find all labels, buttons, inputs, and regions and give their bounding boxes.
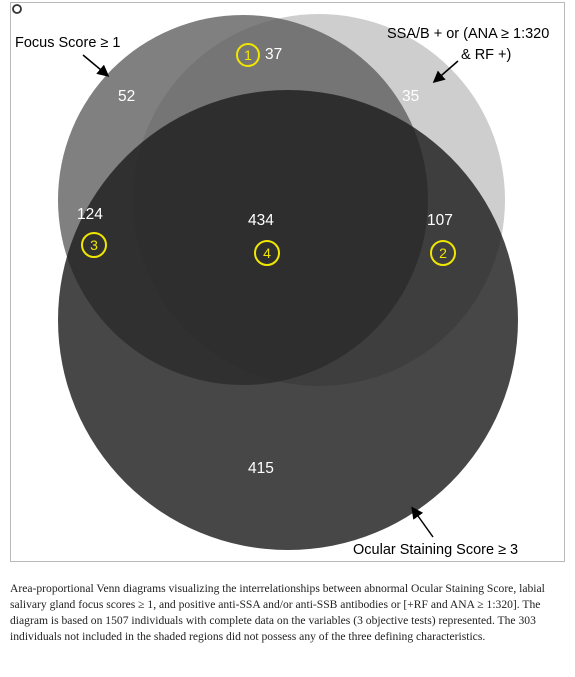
ocular-staining-label: Ocular Staining Score ≥ 3 <box>353 542 519 558</box>
svg-text:3: 3 <box>90 237 98 253</box>
region-ssa-ocular-count: 107 <box>427 212 453 229</box>
focus-score-label: Focus Score ≥ 1 <box>15 35 121 51</box>
svg-text:1: 1 <box>244 47 252 63</box>
svg-text:2: 2 <box>439 245 447 261</box>
region-ssa-only-count: 35 <box>402 88 420 105</box>
region-focus-ocular-count: 124 <box>77 206 103 223</box>
ssa-label-line1: SSA/B + or (ANA ≥ 1:320 <box>387 26 550 42</box>
region-all-three-count: 434 <box>248 212 274 229</box>
region-focus-ssa-count: 37 <box>265 46 283 63</box>
venn-diagram <box>11 3 566 563</box>
venn-figure <box>10 2 565 562</box>
focus-score-arrow <box>83 55 107 75</box>
region-ocular-only-count: 415 <box>248 460 274 477</box>
magnifier-icon[interactable] <box>11 3 23 15</box>
ocular-staining-circle <box>58 90 518 550</box>
ssa-label-line2: & RF +) <box>461 47 512 63</box>
region-focus-only-count: 52 <box>118 88 136 105</box>
svg-text:4: 4 <box>263 245 271 261</box>
ocular-staining-arrow <box>413 509 433 537</box>
figure-caption: Area-proportional Venn diagrams visualizing the interrelationships between abnormal Ocular Staining Score, labial salivary gland focus scores ≥ 1, and positive anti-SSA and/or anti-SSB antibodies or [+RF and ANA ≥ 1:320]. The diagram is based on 1507 individuals with complete data on the variables (3 objective tests) represented. The 303 individuals not included in the shaded regions did not possess any of the three defining characteristics. <box>10 582 545 643</box>
